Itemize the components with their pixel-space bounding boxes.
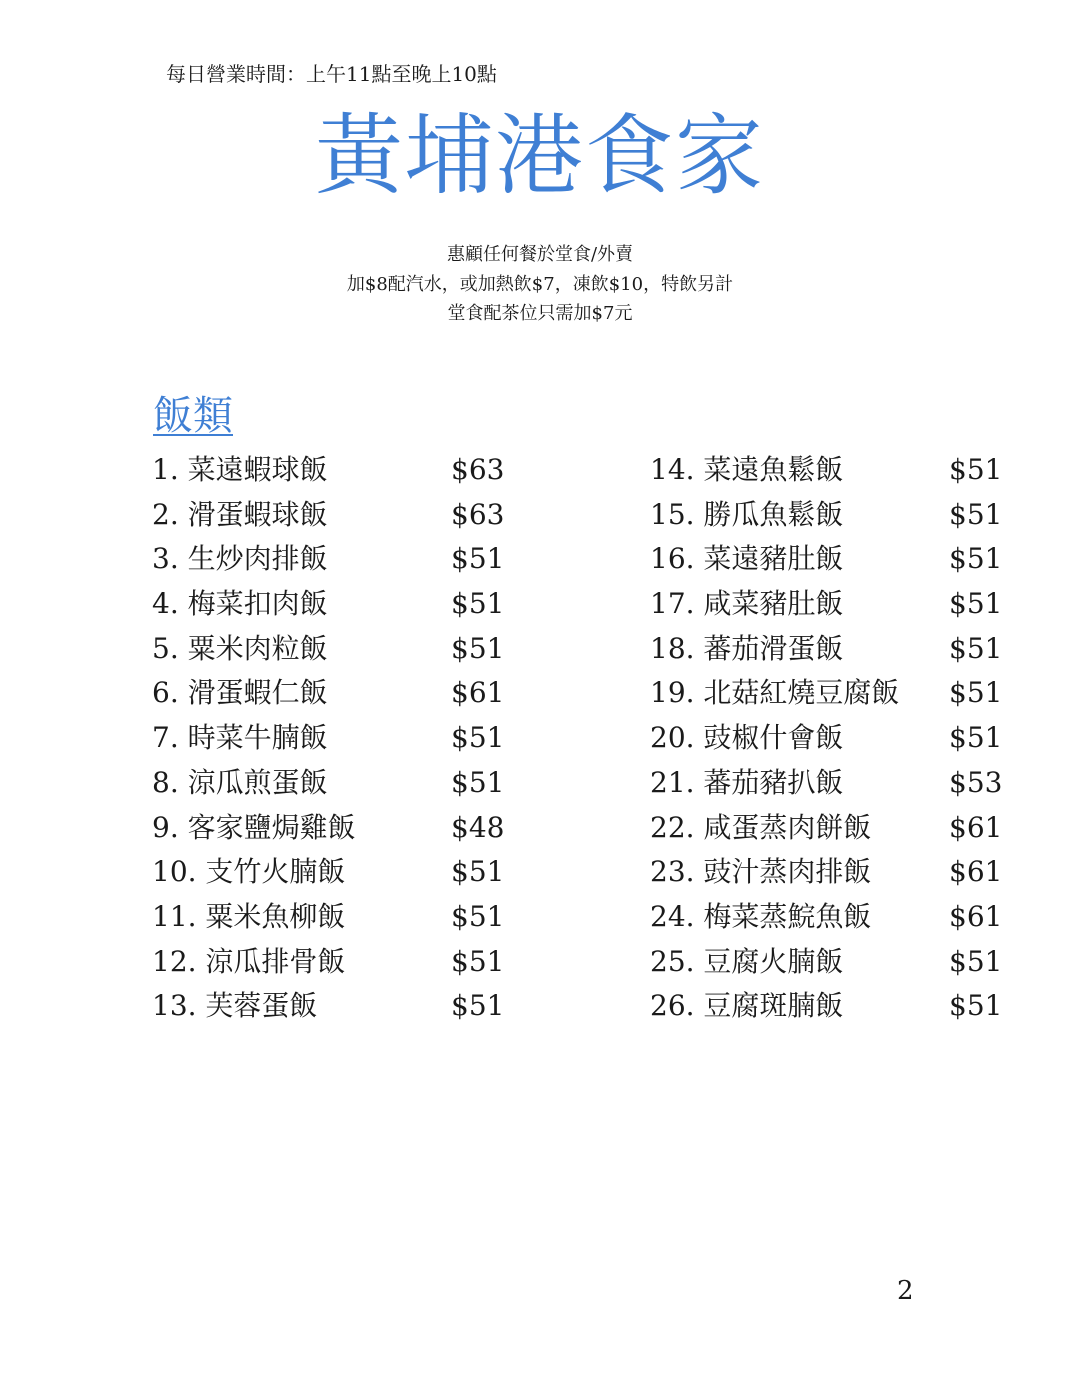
menu-item-price: $63 — [451, 453, 505, 486]
menu-item — [152, 761, 512, 806]
menu-item — [650, 448, 1010, 493]
menu-item-name: 25. 豆腐火腩飯 — [650, 944, 844, 978]
menu-item-name: 20. 豉椒什會飯 — [650, 721, 844, 755]
menu-item-name: 17. 咸菜豬肚飯 — [650, 587, 844, 621]
menu-item-price: $51 — [451, 855, 505, 889]
menu-item-name: 22. 咸蛋蒸肉餅飯 — [650, 810, 872, 844]
menu-item-price: $61 — [949, 899, 1003, 933]
menu-item-name: 15. 勝瓜魚鬆飯 — [650, 497, 844, 531]
menu-item-price: $51 — [451, 542, 505, 576]
menu-item — [650, 537, 1010, 582]
menu-item — [650, 627, 1010, 672]
promo-line: 加$8配汽水，或加熱飲$7，凍飲$10，特飲另計 — [346, 273, 734, 295]
menu-item — [152, 671, 512, 716]
promo-notes — [0, 240, 1080, 329]
menu-item-price: $51 — [949, 542, 1003, 576]
menu-item-name: 23. 豉汁蒸肉排飯 — [650, 855, 872, 889]
promo-line: 惠顧任何餐於堂食/外賣 — [446, 244, 634, 265]
menu-item-price: $61 — [949, 855, 1003, 889]
menu-item — [650, 895, 1010, 940]
menu-item-price: $63 — [451, 497, 505, 531]
promo-line: 堂食配茶位只需加$7元 — [447, 303, 633, 324]
menu-item-price: $51 — [451, 989, 505, 1023]
menu-item — [650, 850, 1010, 895]
section-title-rice: 飯類 — [153, 393, 233, 439]
menu-item-price: $51 — [451, 944, 505, 978]
menu-item-name: 11. 粟米魚柳飯 — [152, 899, 346, 933]
menu-item-name: 3. 生炒肉排飯 — [152, 542, 328, 576]
menu-item — [152, 493, 512, 538]
menu-item — [152, 984, 512, 1029]
menu-item-name: 7. 時菜牛腩飯 — [152, 721, 328, 755]
menu-item-name: 16. 菜遠豬肚飯 — [650, 542, 844, 576]
menu-item-price: $51 — [949, 453, 1003, 486]
menu-item-price: $51 — [949, 721, 1003, 755]
menu-item — [650, 716, 1010, 761]
menu-item-name: 26. 豆腐斑腩飯 — [650, 989, 844, 1023]
menu-item-price: $51 — [949, 587, 1003, 621]
menu-item-name: 18. 蕃茄滑蛋飯 — [650, 631, 844, 665]
menu-item-name: 9. 客家鹽焗雞飯 — [152, 810, 356, 844]
menu-item-price: $53 — [949, 765, 1003, 799]
menu-item — [152, 940, 512, 985]
menu-item — [650, 671, 1010, 716]
menu-item — [650, 761, 1010, 806]
menu-item — [152, 716, 512, 761]
menu-item-name: 14. 菜遠魚鬆飯 — [650, 453, 844, 486]
page-number: 2 — [897, 1276, 914, 1306]
menu-item — [650, 940, 1010, 985]
menu-item — [152, 895, 512, 940]
menu-item-price: $51 — [949, 631, 1003, 665]
menu-item-name: 13. 芙蓉蛋飯 — [152, 989, 318, 1023]
menu-item-price: $51 — [949, 989, 1003, 1023]
menu-item-price: $48 — [451, 810, 505, 844]
menu-item — [152, 582, 512, 627]
menu-item — [152, 448, 512, 493]
menu-column-right — [650, 448, 1010, 1029]
menu-item-price: $51 — [451, 631, 505, 665]
menu-item — [152, 850, 512, 895]
menu-item-price: $51 — [451, 899, 505, 933]
menu-item-price: $61 — [451, 676, 505, 710]
opening-hours: 每日營業時間：上午11點至晚上10點 — [166, 62, 497, 86]
menu-item-price: $51 — [949, 944, 1003, 978]
menu-item — [650, 984, 1010, 1029]
menu-item — [650, 806, 1010, 851]
menu-item — [650, 582, 1010, 627]
menu-item-price: $51 — [451, 587, 505, 621]
menu-item — [650, 493, 1010, 538]
menu-item-price: $61 — [949, 810, 1003, 844]
menu-item-name: 21. 蕃茄豬扒飯 — [650, 765, 844, 799]
menu-item-name: 10. 支竹火腩飯 — [152, 855, 346, 889]
menu-item-name: 6. 滑蛋蝦仁飯 — [152, 676, 328, 710]
menu-item — [152, 537, 512, 582]
restaurant-name: 黃埔港食家 — [314, 104, 765, 207]
menu-item-price: $51 — [949, 676, 1003, 710]
menu-item — [152, 806, 512, 851]
menu-item-name: 5. 粟米肉粒飯 — [152, 631, 328, 665]
menu-item-name: 19. 北菇紅燒豆腐飯 — [650, 676, 900, 710]
menu-item-name: 4. 梅菜扣肉飯 — [152, 587, 328, 621]
menu-item-price: $51 — [949, 497, 1003, 531]
menu-item-name: 1. 菜遠蝦球飯 — [152, 453, 328, 486]
menu-item-price: $51 — [451, 765, 505, 799]
menu-column-left — [152, 448, 512, 1029]
menu-item-name: 8. 涼瓜煎蛋飯 — [152, 765, 328, 799]
menu-item-price: $51 — [451, 721, 505, 755]
menu-item-name: 24. 梅菜蒸鯇魚飯 — [650, 899, 872, 933]
menu-item-name: 12. 涼瓜排骨飯 — [152, 944, 346, 978]
menu-item — [152, 627, 512, 672]
menu-item-name: 2. 滑蛋蝦球飯 — [152, 497, 328, 531]
